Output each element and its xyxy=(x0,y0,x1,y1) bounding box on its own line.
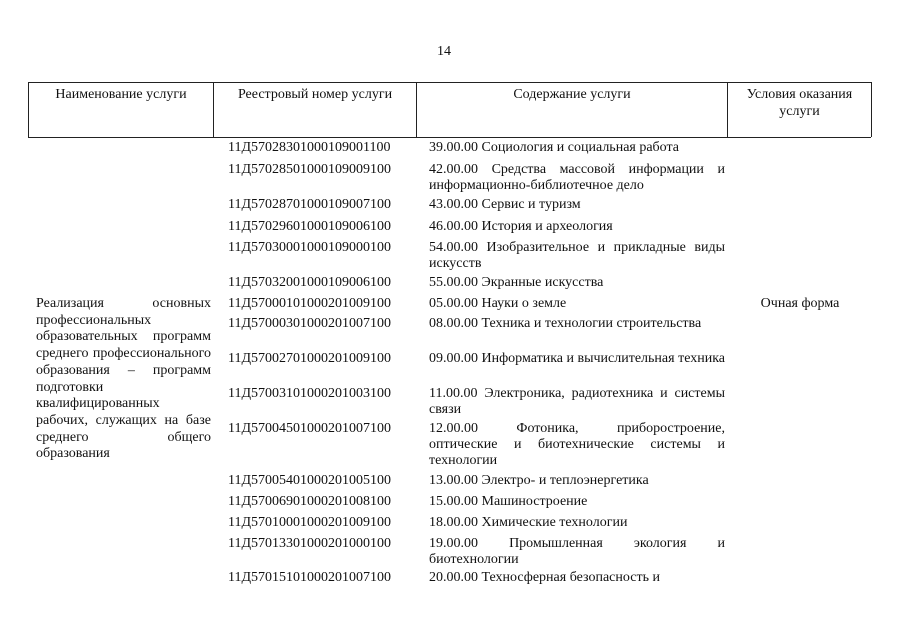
service-content: 05.00.00 Науки о земле xyxy=(429,296,567,311)
header-registry-number: Реестровый номер услуги xyxy=(237,87,393,102)
registry-number: 11Д57032001000109006100 xyxy=(228,275,392,290)
service-content: 11.00.00 Электроника, радиотехника и системы связи xyxy=(429,386,725,417)
page-number: 14 xyxy=(437,44,451,59)
header-service-content: Содержание услуги xyxy=(513,87,631,102)
registry-number: 11Д57028301000109001100 xyxy=(228,140,391,155)
registry-number: 11Д57010001000201009100 xyxy=(228,515,392,530)
service-content: 08.00.00 Техника и технологии строительства xyxy=(429,316,702,331)
service-content: 12.00.00 Фотоника, приборостроение, оптические и биотехнические системы и технологии xyxy=(429,421,725,468)
service-content: 42.00.00 Средства массовой информации и информационно-библиотечное дело xyxy=(429,162,725,193)
registry-number: 11Д57005401000201005100 xyxy=(228,473,392,488)
registry-number: 11Д57015101000201007100 xyxy=(228,570,392,585)
service-content: 54.00.00 Изобразительное и прикладные виды искусств xyxy=(429,240,725,271)
registry-number: 11Д57004501000201007100 xyxy=(228,421,392,436)
service-content: 20.00.00 Техносферная безопасность и xyxy=(429,570,660,585)
table-header-bottom-border xyxy=(28,137,871,138)
service-content: 19.00.00 Промышленная экология и биотехнологии xyxy=(429,536,725,567)
table-right-border xyxy=(871,82,872,137)
registry-number: 11Д57028501000109009100 xyxy=(228,162,392,177)
registry-number: 11Д57006901000201008100 xyxy=(228,494,392,509)
service-name-cell: Реализация основных профессиональных образовательных программ среднего профессионального образования – программ подготовки квалифицированных рабочих, служащих на базе среднего общего образования xyxy=(36,296,211,462)
registry-number: 11Д57000101000201009100 xyxy=(228,296,392,311)
service-content: 18.00.00 Химические технологии xyxy=(429,515,628,530)
service-content: 13.00.00 Электро- и теплоэнергетика xyxy=(429,473,649,488)
service-content: 43.00.00 Сервис и туризм xyxy=(429,197,581,212)
service-content: 55.00.00 Экранные искусства xyxy=(429,275,604,290)
service-content: 09.00.00 Информатика и вычислительная техника xyxy=(429,351,726,366)
service-content: 15.00.00 Машиностроение xyxy=(429,494,588,509)
registry-number: 11Д57029601000109006100 xyxy=(228,219,392,234)
registry-number: 11Д57003101000201003100 xyxy=(228,386,392,401)
registry-number: 11Д57000301000201007100 xyxy=(228,316,392,331)
registry-number: 11Д57028701000109007100 xyxy=(228,197,392,212)
registry-number: 11Д57013301000201000100 xyxy=(228,536,392,551)
service-content: 39.00.00 Социология и социальная работа xyxy=(429,140,679,155)
registry-number: 11Д57002701000201009100 xyxy=(228,351,392,366)
header-service-name: Наименование услуги xyxy=(55,87,187,102)
table-top-border xyxy=(28,82,871,83)
registry-number: 11Д57030001000109000100 xyxy=(228,240,392,255)
service-content: 46.00.00 История и археология xyxy=(429,219,613,234)
service-condition-cell: Очная форма xyxy=(760,296,840,311)
header-service-conditions: Условия оказания услуги xyxy=(746,87,853,119)
